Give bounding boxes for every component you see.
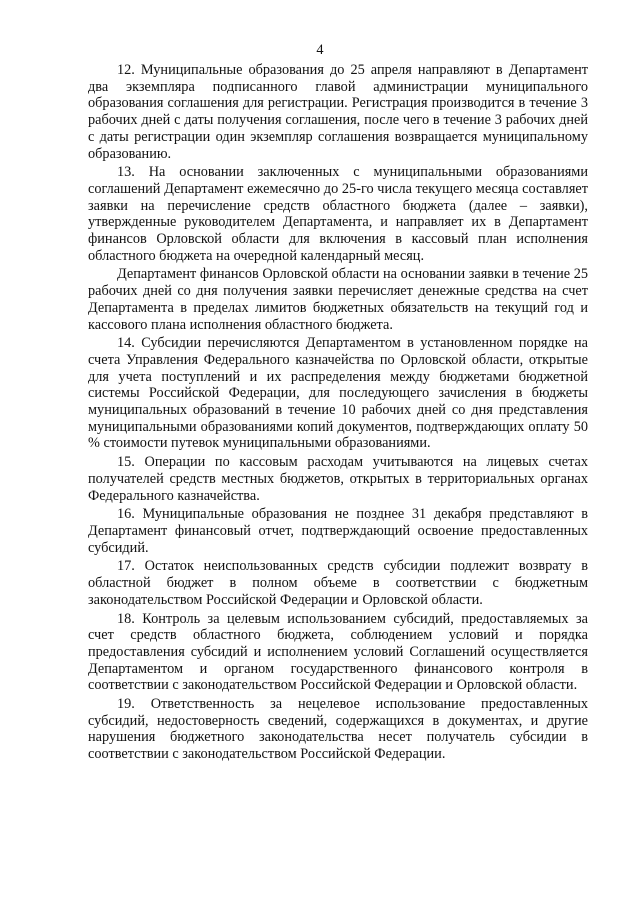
paragraph-17: 17. Остаток неиспользованных средств субсидии подлежит возврату в областной бюджет в полном объеме в соответствии с бюджетным законодательством Российской Федерации и Орловской области. — [88, 558, 588, 608]
paragraph-18: 18. Контроль за целевым использованием субсидий, предоставляемых за счет средств областного бюджета, соблюдением условий и порядка предоставления субсидий и исполнением условий Соглашений осуществляется Департаментом и органом государственного финансового контроля в соответствии с законодательством Российской Федерации и Орловской области. — [88, 610, 588, 694]
paragraph-15: 15. Операции по кассовым расходам учитываются на лицевых счетах получателей средств местных бюджетов, открытых в территориальных органах Федерального казначейства. — [88, 454, 588, 504]
page-number: 4 — [316, 42, 324, 58]
paragraph-12: 12. Муниципальные образования до 25 апреля направляют в Департамент два экземпляра подписанного главой администрации муниципального образования соглашения для регистрации. Регистрация производится в течение 3 рабочих дней с даты получения соглашения, после чего в течение 3 рабочих дней с даты регистрации один экземпляр соглашения возвращается муниципальному образованию. — [88, 62, 588, 162]
paragraph-13: 13. На основании заключенных с муниципальными образованиями соглашений Департамент ежемесячно до 25-го числа текущего месяца составляет заявки на перечисление средств областного бюджета (далее – заявки), утвержденные руководителем Департамента, и направляет их в Департамент финансов Орловской области для включения в кассовый план исполнения областного бюджета на очередной календарный месяц. — [88, 164, 588, 264]
paragraph-19: 19. Ответственность за нецелевое использование предоставленных субсидий, недостоверность сведений, содержащихся в документах, и другие нарушения бюджетного законодательства несет получатель субсидии в соответствии с законодательством Российской Федерации. — [88, 696, 588, 763]
paragraph-16: 16. Муниципальные образования не позднее 31 декабря представляют в Департамент финансовый отчет, подтверждающий освоение предоставленных субсидий. — [88, 506, 588, 556]
paragraph-14: 14. Субсидии перечисляются Департаментом в установленном порядке на счета Управления Федерального казначейства по Орловской области, открытые для учета поступлений и их распределения между бюджетами бюджетной системы Российской Федерации, для последующего зачисления в бюджеты муниципальных образований в течение 10 рабочих дней со дня представления муниципальными образованиями копий документов, подтверждающих оплату 50 % стоимости путевок муниципальными образованиями. — [88, 335, 588, 452]
document-body — [88, 62, 588, 765]
paragraph-13-continued: Департамент финансов Орловской области на основании заявки в течение 25 рабочих дней со дня получения заявки перечисляет денежные средства на счет Департамента в пределах лимитов бюджетных обязательств на текущий год и кассового плана исполнения областного бюджета. — [88, 266, 588, 333]
